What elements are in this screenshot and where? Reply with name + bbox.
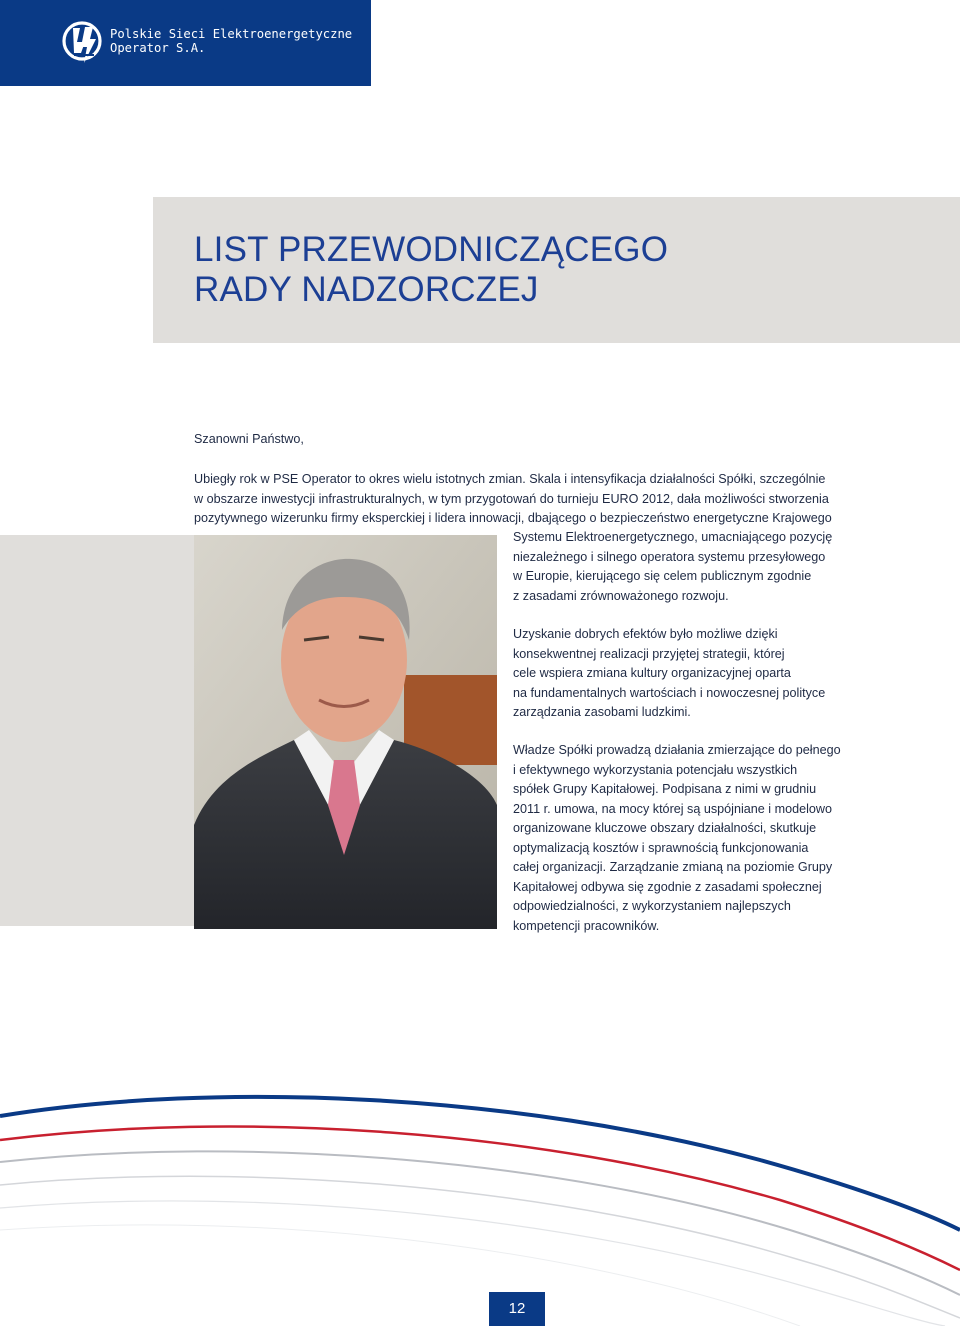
letter-greeting: Szanowni Państwo, xyxy=(194,432,304,446)
portrait-background xyxy=(0,535,194,926)
footer-waves-decoration xyxy=(0,1090,960,1326)
paragraph-line: kompetencji pracowników. xyxy=(513,918,660,933)
paragraph-line: Uzyskanie dobrych efektów było możliwe dzięki xyxy=(513,627,778,641)
page-number: 12 xyxy=(489,1292,545,1326)
company-name xyxy=(110,27,352,55)
paragraph-line: Systemu Elektroenergetycznego, umacniającego pozycję xyxy=(513,530,833,544)
page-title xyxy=(194,230,668,310)
paragraph-line: spółek Grupy Kapitałowej. Podpisana z nimi w grudniu xyxy=(513,782,817,796)
paragraph-line: zarządzania zasobami ludzkimi. xyxy=(513,705,691,719)
company-name-line1: Polskie Sieci Elektroenergetyczne xyxy=(110,27,353,41)
paragraph-line: cele wspiera zmiana kultury organizacyjnej oparta xyxy=(513,666,791,680)
intro-line: w obszarze inwestycji infrastrukturalnych, w tym przygotowań do turnieju EURO 2012, dała możliwości stworzenia xyxy=(194,491,829,506)
pse-logo-icon xyxy=(60,17,104,67)
header-bar xyxy=(0,0,371,86)
intro-line: Ubiegły rok w PSE Operator to okres wielu istotnych zmian. Skala i intensyfikacja działalności Spółki, szczególnie xyxy=(194,472,826,486)
paragraph-line: i efektywnego wykorzystania potencjału wszystkich xyxy=(513,762,798,777)
paragraph-line: całej organizacji. Zarządzanie zmianą na poziomie Grupy xyxy=(513,860,833,874)
chairman-portrait-photo xyxy=(194,535,497,929)
intro-line: pozytywnego wizerunku firmy eksperckiej i lidera innowacji, dbającego o bezpieczeństwo energetyczne Krajowego xyxy=(194,511,832,525)
letter-intro xyxy=(194,470,844,529)
page-title-line2: RADY NADZORCZEJ xyxy=(194,270,539,309)
paragraph-line: w Europie, kierującego się celem publicznym zgodnie xyxy=(513,569,812,583)
paragraph-line: Kapitałowej odbywa się zgodnie z zasadami społecznej xyxy=(513,879,822,894)
paragraph-line: 2011 r. umowa, na mocy której są uspójniane i modelowo xyxy=(513,801,832,816)
letter-paragraph-2 xyxy=(513,625,844,723)
paragraph-line: niezależnego i silnego operatora systemu przesyłowego xyxy=(513,549,826,564)
paragraph-line: na fundamentalnych wartościach i nowoczesnej polityce xyxy=(513,685,826,700)
paragraph-line: konsekwentnej realizacji przyjętej strategii, której xyxy=(513,646,785,661)
letter-paragraph-1 xyxy=(513,528,844,606)
paragraph-line: z zasadami zrównoważonego rozwoju. xyxy=(513,588,729,603)
paragraph-line: optymalizacją kosztów i sprawnością funkcjonowania xyxy=(513,840,809,855)
paragraph-line: odpowiedzialności, z wykorzystaniem najlepszych xyxy=(513,899,791,913)
paragraph-line: organizowane kluczowe obszary działalności, skutkuje xyxy=(513,821,817,835)
paragraph-line: Władze Spółki prowadzą działania zmierzające do pełnego xyxy=(513,743,841,757)
page-title-line1: LIST PRZEWODNICZĄCEGO xyxy=(194,230,669,269)
letter-paragraph-3 xyxy=(513,741,844,936)
company-name-line2: Operator S.A. xyxy=(110,41,206,55)
